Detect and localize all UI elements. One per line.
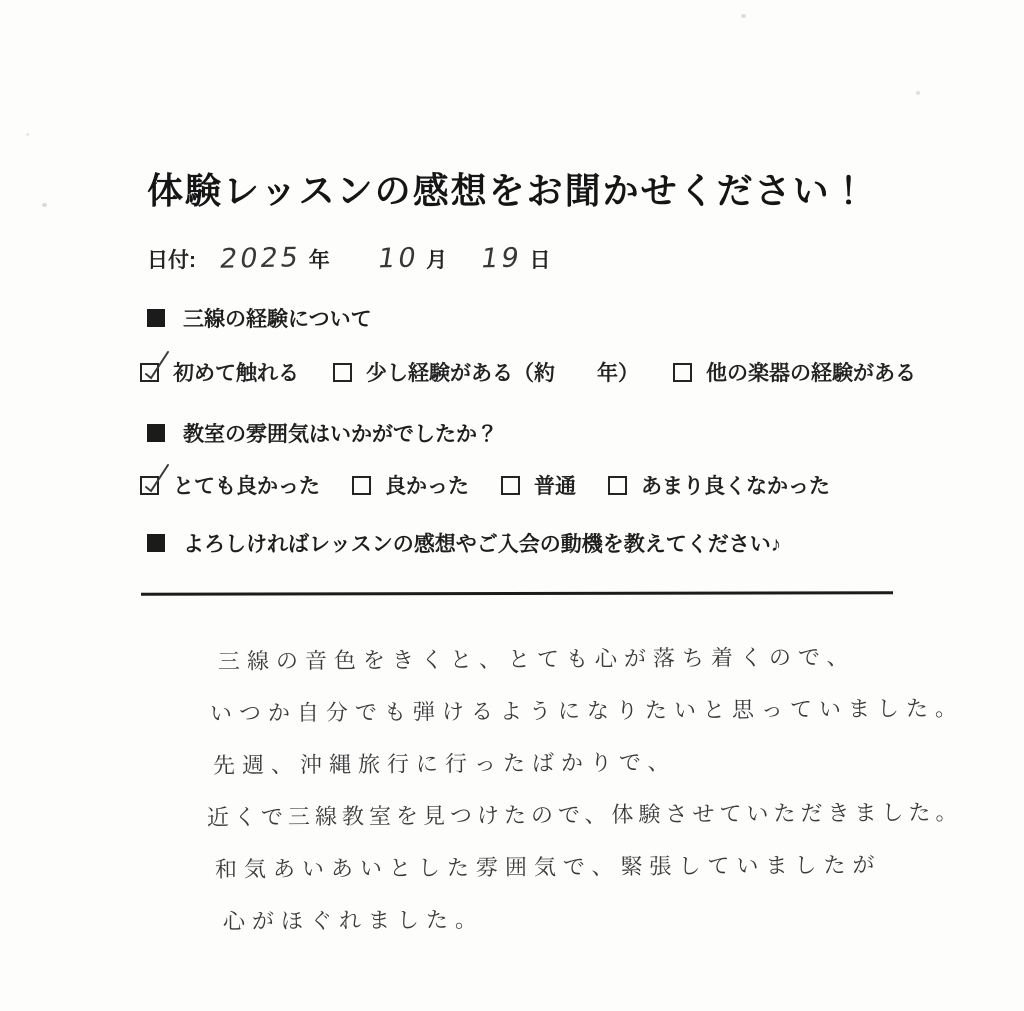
experience-options-row [140,357,916,387]
scan-speck [741,14,746,18]
section-header-comments [147,528,781,558]
bullet-square-icon [147,534,165,552]
handwritten-line: いつか自分でも弾けるようになりたいと思っていました。 [209,696,965,727]
section-header-experience [147,303,372,333]
checkbox-first-time[interactable] [140,363,159,382]
handwritten-line: 三線の音色をきくと、とても心が落ち着くので、 [217,645,856,675]
option-label: 良かった [385,475,469,498]
handwritten-check-icon [140,348,174,382]
checkbox-average[interactable] [501,476,520,495]
scan-speck [916,91,920,95]
atmosphere-options-row [140,470,830,500]
bullet-square-icon [147,424,165,442]
handwritten-line: 近くで三線教室を見つけたので、体験させていただきました。 [206,800,963,831]
option-other-instruments[interactable] [673,357,916,387]
option-label: 初めて触れる [173,362,299,385]
section-header-label: よろしければレッスンの感想やご入会の動機を教えてください♪ [183,533,782,556]
handwritten-line: 心がほぐれました。 [222,907,485,935]
option-good[interactable] [352,470,469,500]
section-header-atmosphere [147,418,498,448]
option-very-good[interactable] [140,470,320,500]
section-header-label: 教室の雰囲気はいかがでしたか？ [183,423,498,446]
checkbox-good[interactable] [352,476,371,495]
option-first-time[interactable] [140,357,299,387]
checkbox-some-experience[interactable] [333,363,352,382]
option-label: 普通 [534,475,576,498]
handwritten-response [0,642,1024,954]
scan-speck [42,203,47,207]
date-month-suffix: 月 [426,249,448,272]
bullet-square-icon [147,309,165,327]
section-header-label: 三線の経験について [183,308,372,331]
date-month-value: 10 [375,242,421,275]
handwritten-line: 先週、沖縄旅行に行ったばかりで、 [212,750,677,779]
option-label: 少し経験がある（約 年） [366,362,639,385]
date-label: 日付: [147,249,196,272]
date-year-suffix: 年 [308,249,330,272]
checkbox-not-good[interactable] [608,476,627,495]
divider-line [141,591,893,596]
checkbox-other-instruments[interactable] [673,363,692,382]
date-day-value: 19 [478,242,524,275]
option-some-experience[interactable] [333,357,639,387]
date-year-value: 2025 [217,242,304,275]
option-not-good[interactable] [608,470,830,500]
page-title: 体験レッスンの感想をお聞かせください！ [147,170,869,211]
handwritten-check-icon [140,461,174,495]
option-label: とても良かった [173,475,320,498]
handwritten-line: 和気あいあいとした雰囲気で、緊張していましたが [214,853,882,883]
option-label: 他の楽器の経験がある [706,362,916,385]
scan-speck [26,133,29,136]
date-day-suffix: 日 [529,249,551,272]
option-average[interactable] [501,470,576,500]
checkbox-very-good[interactable] [140,476,159,495]
date-line [147,243,550,274]
option-label: あまり良くなかった [641,475,830,498]
